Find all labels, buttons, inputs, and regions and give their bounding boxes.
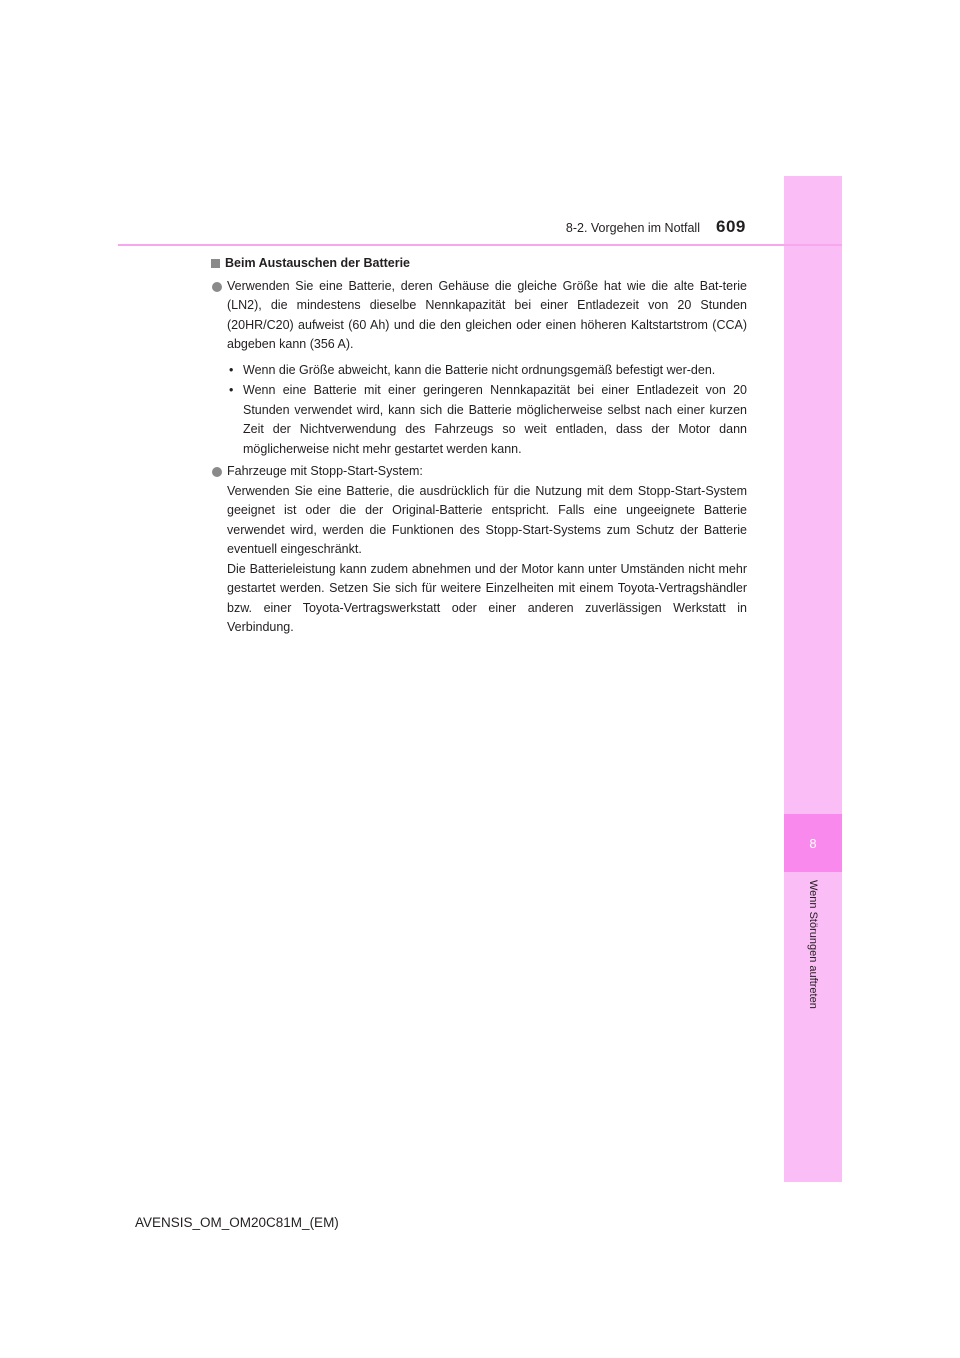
dot-bullet-icon: • [229,362,234,377]
circle-bullet-icon [212,282,222,292]
dot-bullet-icon: • [229,383,234,397]
sub-list-item [227,361,747,381]
page-content [211,254,747,638]
chapter-title: Wenn Störungen auftreten [807,880,819,1009]
header-divider [118,244,842,246]
circle-bullet-icon [212,467,222,477]
sub-list-text: Wenn die Größe abweicht, kann die Batterie nicht ordnungsgemäß befestigt wer-den. [243,362,716,377]
chapter-number: 8 [784,814,842,872]
sub-list-text: Wenn eine Batterie mit einer geringeren Nennkapazität bei einer Entladezeit von 20 Stunden verwendet wird, kann sich die Batterie möglicherweise selbst nach einer kurzen Zeit der Nichtverwendung des Fahrzeugs so weit entladen, dass der Motor dann möglicherweise nicht mehr gestartet werden kann. [243,383,747,456]
bullet-text: Verwenden Sie eine Batterie, deren Gehäuse die gleiche Größe hat wie die alte Bat-terie (LN2), die mindestens dieselbe Nennkapazität bei einer Entladezeit von 20 Stunden (20HR/C20) aufweist (60 Ah) und die den gleichen oder einen höheren Kaltstartstrom (CCA) abgeben kann (356 A). [227,278,747,351]
sub-list-item [227,381,747,459]
bullet-item [211,277,747,355]
square-bullet-icon [211,259,220,268]
section-heading [211,254,747,274]
bullet-paragraph: Verwenden Sie eine Batterie, die ausdrücklich für die Nutzung mit dem Stopp-Start-System geeignet ist oder die der Original-Batterie entspricht. Falls eine ungeeignete Batterie verwendet wird, werden die Funktionen des Stopp-Start-Systems zum Schutz der Batterie eventuell eingeschränkt. [227,483,747,556]
chapter-title-container [784,880,842,1040]
sub-list [227,361,747,460]
document-code: AVENSIS_OM_OM20C81M_(EM) [135,1215,339,1230]
bullet-title: Fahrzeuge mit Stopp-Start-System: [227,464,423,478]
bullet-item [211,462,747,638]
section-heading-text: Beim Austauschen der Batterie [225,256,411,270]
bullet-paragraph: Die Batterieleistung kann zudem abnehmen und der Motor kann unter Umständen nicht mehr gestartet werden. Setzen Sie sich für weitere Einzelheiten mit einem Toyota-Vertragshändler bzw. einer Toyota-Vertragswerkstatt oder einer anderen zuverlässigen Werkstatt in Verbindung. [227,561,747,634]
page-number: 609 [716,217,746,236]
section-title: 8-2. Vorgehen im Notfall [565,221,700,235]
